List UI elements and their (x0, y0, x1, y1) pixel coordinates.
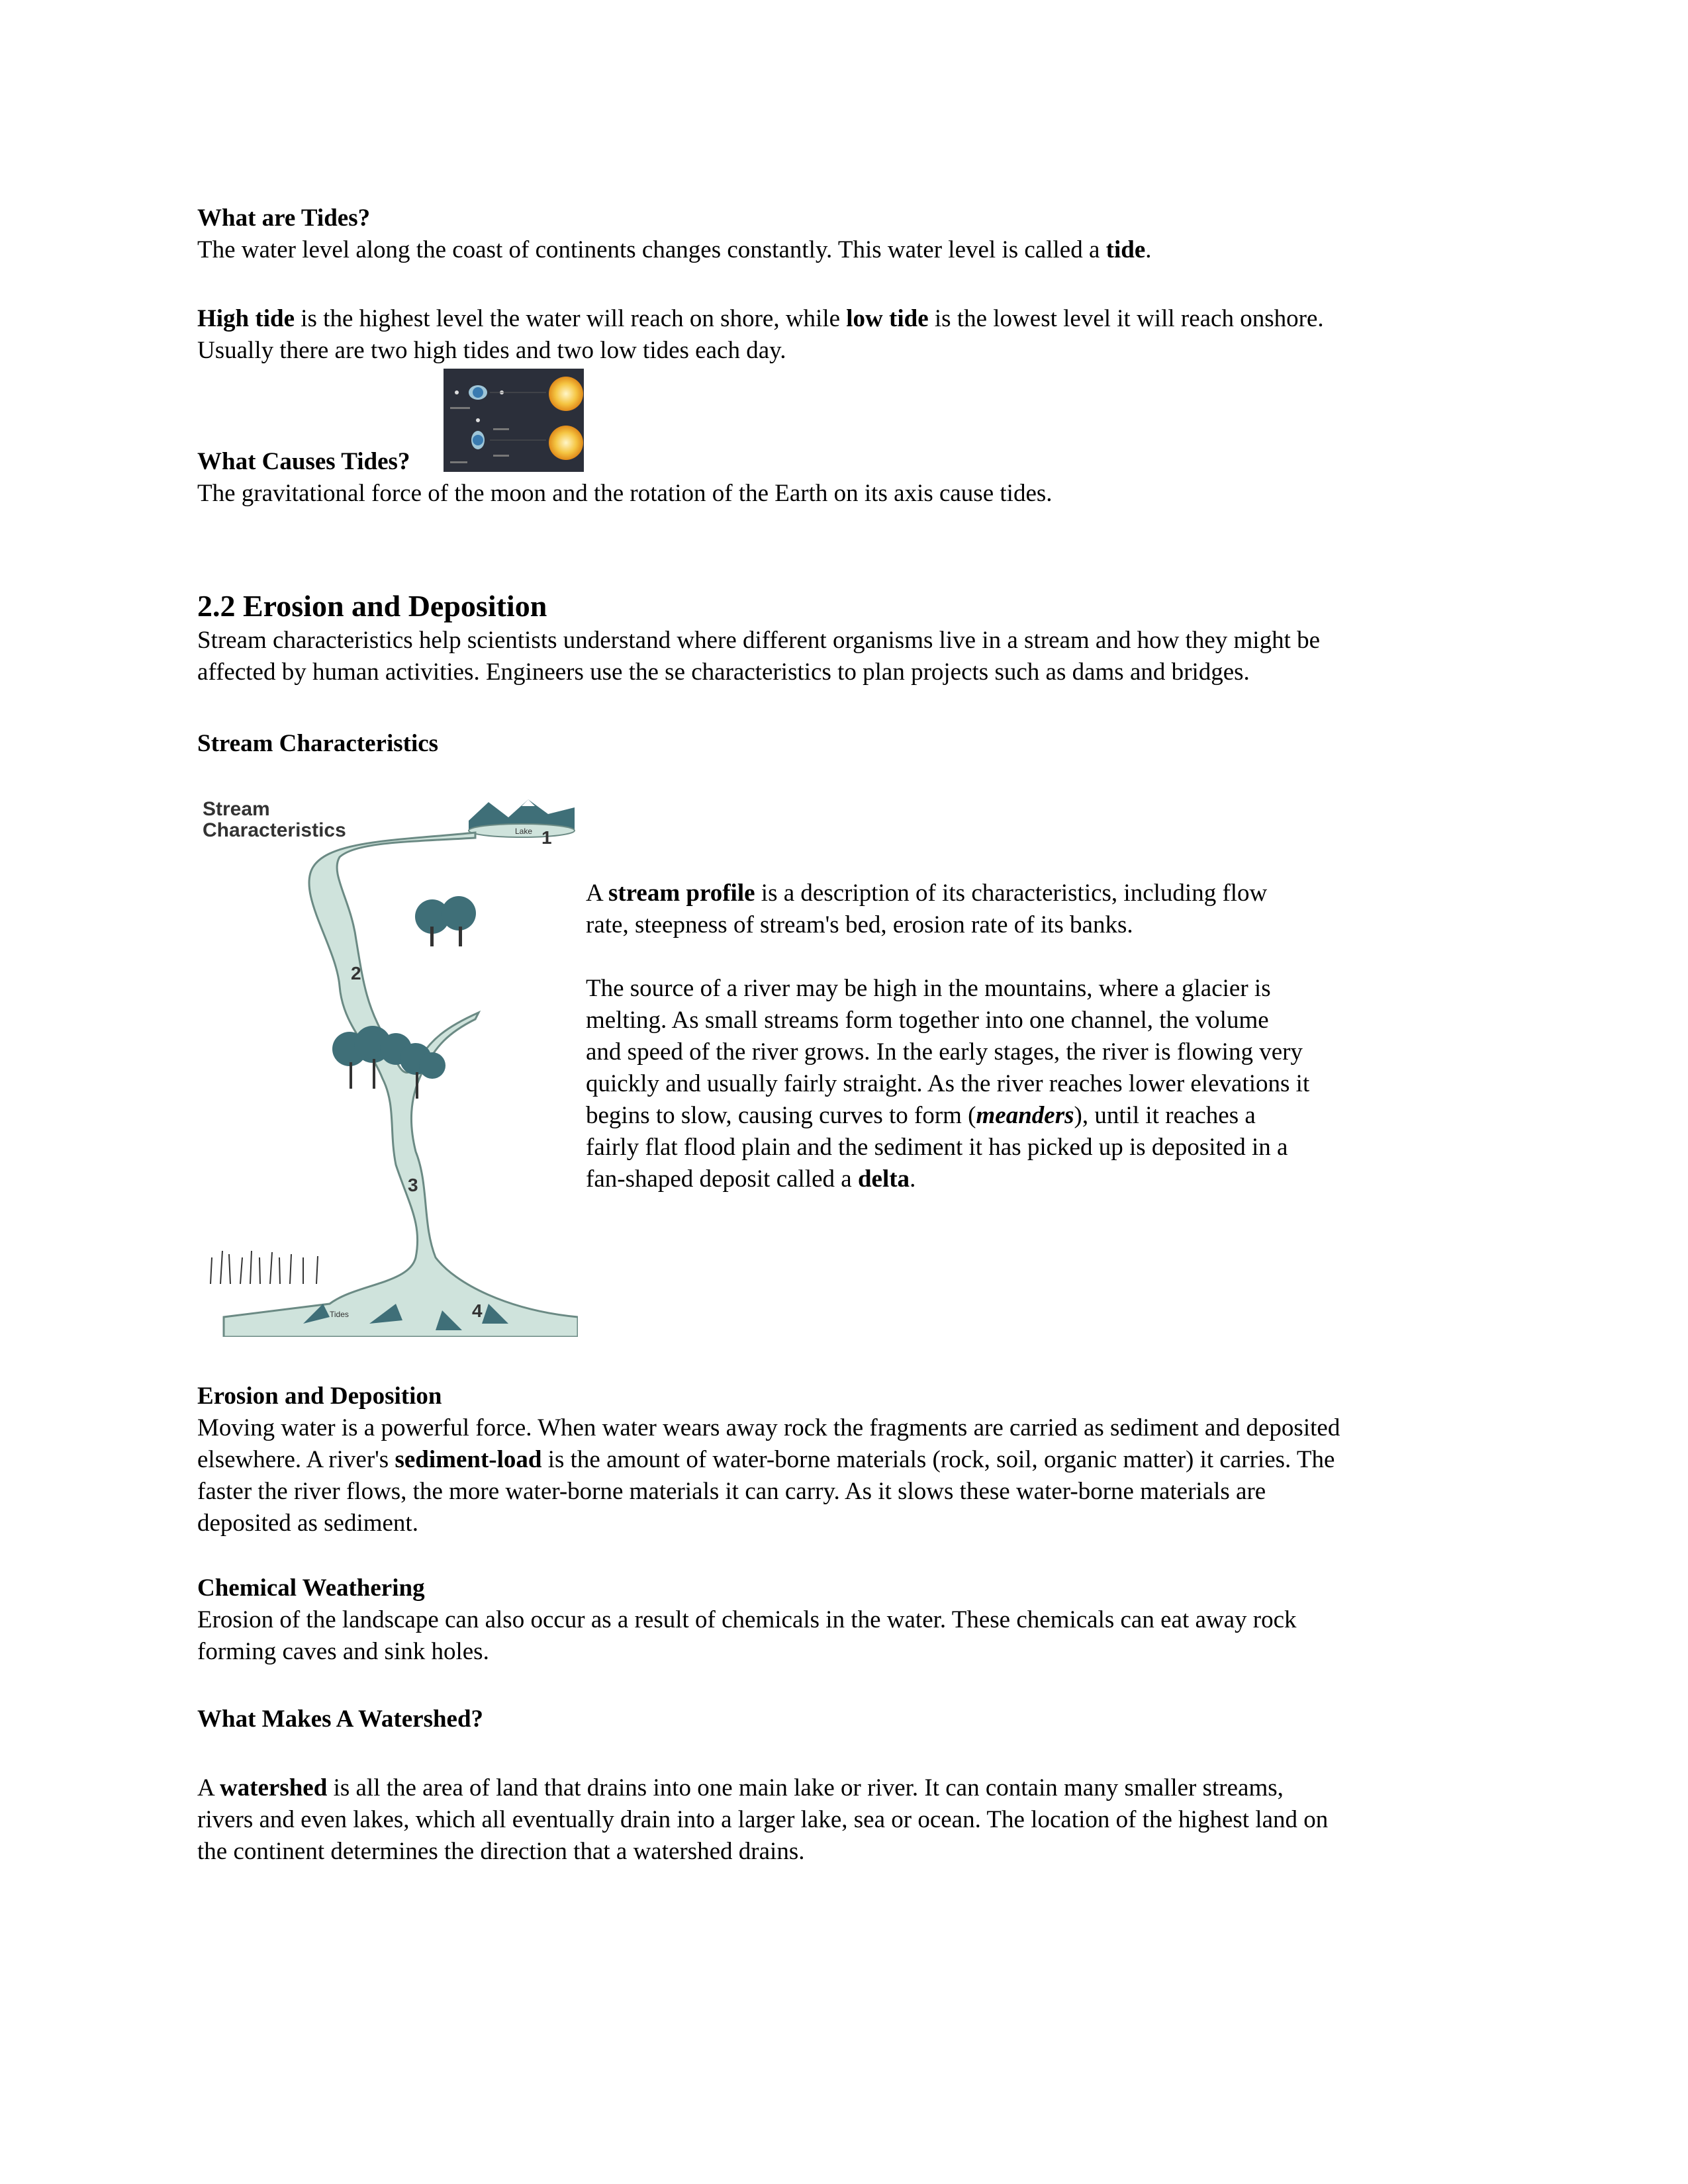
tide-causes-text: The gravitational force of the moon and the rotation of the Earth on its axis cause tides. (197, 480, 1053, 507)
lake-label: Lake (515, 827, 533, 836)
high-low-tide-paragraph: High tide is the highest level the water will reach on shore, while low tide is the lowest level it will reach onshore. Usually there are two high tides and two low tides each day. (197, 305, 1324, 364)
stream-characteristics-figure (197, 794, 578, 1337)
river-source-paragraph: The source of a river may be high in the mountains, where a glacier is melting. As small streams form together into one channel, the volume and speed of the river grows. In the early stages, the river is flowing very quickly and usually fairly straight. As the river reaches lower elevations it begins to slow, causing curves to form (meanders), until it reaches a fairly flat flood plain and the sediment it has picked up is deposited in a fan-shaped deposit called a delta. (586, 975, 1310, 1193)
erosion-deposition-section (197, 588, 1495, 688)
erosion-paragraph: Erosion and Deposition Moving water is a powerful force. When water wears away rock the fragments are carried as sediment and deposited elsewhere. A river's sediment-load is the amount of water-borne materials (rock, soil, organic matter) it carries. The faster the river flows, the more water-borne materials it can carry. As it slows these water-borne materials are deposited as sediment. (197, 1381, 1495, 1539)
stream-characteristics-heading-block (197, 728, 1495, 760)
tide-causes-heading: What Causes Tides? (197, 448, 410, 475)
tides-heading: What are Tides? (197, 205, 371, 232)
erosion-heading: Erosion and Deposition (197, 1383, 442, 1410)
sun-icon (549, 377, 583, 411)
stage-3-label: 3 (408, 1175, 418, 1195)
watershed-heading-block (197, 1704, 1495, 1735)
figure-title-line-1: Stream (203, 798, 270, 820)
stage-1-label: 1 (541, 827, 552, 848)
tides-definition: The water level along the coast of continents changes constantly. This water level is called a tide. (197, 236, 1152, 263)
tides-section (197, 203, 1495, 266)
chemical-weathering-paragraph: Chemical Weathering Erosion of the landscape can also occur as a result of chemicals in the water. These chemicals can eat away rock forming caves and sink holes. (197, 1572, 1495, 1668)
reeds-icon (211, 1251, 318, 1284)
watershed-paragraph: A watershed is all the area of land that drains into one main lake or river. It can contain many smaller streams, rivers and even lakes, which all eventually drain into a larger lake, sea or ocean. The location of the highest land on the continent determines the direction that a watershed drains. (197, 1774, 1329, 1865)
figure-title-line-2: Characteristics (203, 819, 346, 841)
section-intro-line-1: Stream characteristics help scientists understand where different organisms live in a stream and how they might be (197, 627, 1321, 654)
stage-4-label: 4 (472, 1300, 483, 1321)
stream-profile-paragraph: A stream profile is a description of its characteristics, including flow rate, steepness of stream's bed, erosion rate of its banks. (586, 880, 1268, 938)
tides-label: Tides (330, 1310, 349, 1319)
stage-2-label: 2 (351, 963, 361, 983)
stream-characteristics-heading: Stream Characteristics (197, 730, 439, 757)
tide-causes-section (197, 446, 1495, 510)
section-intro-line-2: affected by human activities. Engineers use the se characteristics to plan projects such as dams and bridges. (197, 659, 1250, 686)
stream-diagram-svg (197, 794, 578, 1337)
watershed-heading: What Makes A Watershed? (197, 1706, 484, 1733)
river-shape (224, 833, 578, 1337)
section-title: 2.2 Erosion and Deposition (197, 589, 547, 623)
chemical-weathering-heading: Chemical Weathering (197, 1574, 425, 1602)
